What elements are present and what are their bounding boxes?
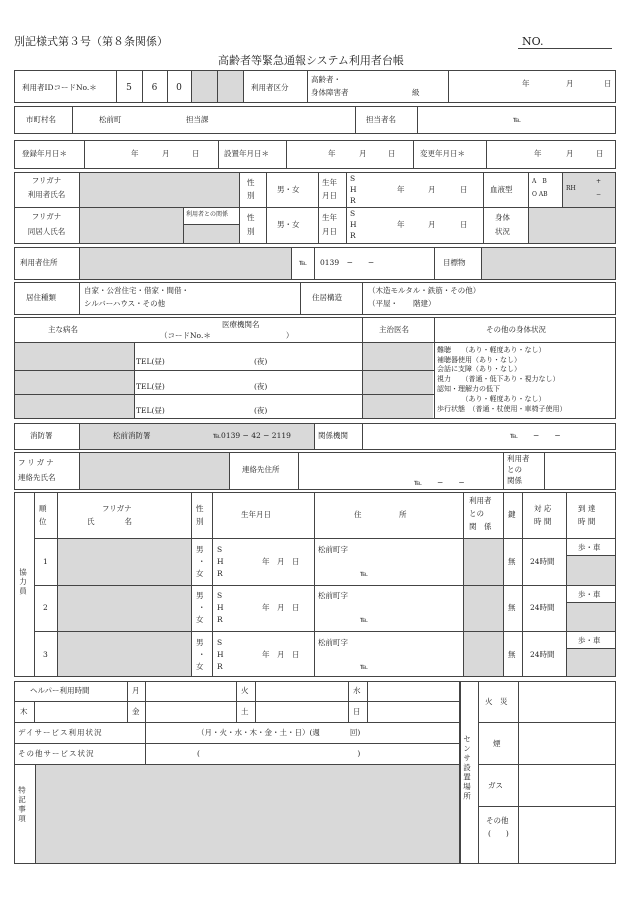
staff-tel: ℡ — [513, 115, 522, 124]
relation-label: 利用者との関係 — [186, 211, 229, 218]
sex-value[interactable]: 男・女 — [277, 220, 300, 229]
month-label: 月 — [566, 149, 574, 158]
sex-label: 性 — [247, 213, 255, 222]
sensors-block — [460, 681, 616, 864]
day-label: 日 — [460, 185, 468, 194]
rh-minus[interactable]: − — [596, 191, 602, 198]
fire-label: 消防署 — [30, 431, 53, 440]
coop-arrival[interactable]: 歩・車 — [578, 636, 601, 645]
category-grade: 級 — [412, 88, 420, 97]
coop-era: S — [217, 545, 223, 554]
coop-key: 無 — [508, 603, 516, 612]
sex-label: 別 — [247, 227, 255, 236]
birth-label: 生年 — [322, 213, 337, 222]
rh-label: RH — [566, 185, 576, 192]
dayservice-label: デイサービス利用状況 — [18, 728, 103, 737]
day-label: 日 — [192, 149, 200, 158]
form-label: 別記様式第３号（第８条関係） — [14, 35, 168, 48]
coop-date: 年 月 日 — [262, 603, 300, 612]
tel-day: TEL(昼) — [136, 382, 165, 391]
era-s: S — [350, 174, 356, 183]
coop-sex[interactable]: ・ — [198, 650, 206, 659]
day-tue: 火 — [241, 686, 249, 695]
other-service-value[interactable]: ( ) — [197, 749, 361, 758]
rh-plus[interactable]: + — [596, 178, 602, 185]
month-label: 月 — [428, 220, 436, 229]
coop-order: 2 — [43, 603, 48, 612]
year-label: 年 — [397, 185, 405, 194]
address-label: 利用者住所 — [20, 258, 58, 267]
coop-era: R — [217, 569, 223, 578]
coop-era: H — [217, 557, 224, 566]
name-header: 氏 名 — [87, 517, 132, 526]
day-sat: 土 — [241, 707, 249, 716]
coop-arrival[interactable]: 歩・車 — [578, 543, 601, 552]
relation-header: 関 係 — [469, 522, 492, 531]
sex-value[interactable]: 男・女 — [277, 185, 300, 194]
response-header: 時 間 — [534, 517, 552, 526]
coop-sex[interactable]: 男 — [196, 545, 204, 554]
institution-code-label: （コードNo.＊ ） — [160, 331, 294, 340]
contact-relation-label: 関係 — [507, 476, 522, 485]
order-header: 順 — [39, 504, 47, 513]
arrival-header: 時 間 — [578, 517, 596, 526]
era-h: H — [350, 220, 357, 229]
coop-order: 3 — [43, 650, 48, 659]
city-label: 市町村名 — [26, 115, 56, 124]
coop-sex[interactable]: ・ — [198, 603, 206, 612]
change-label: 変更年月日＊ — [420, 149, 465, 158]
arrival-header: 到 達 — [578, 504, 596, 513]
other-service-label: その他サービス状況 — [18, 749, 95, 758]
tel-night: (夜) — [254, 357, 268, 366]
coop-tel: ℡ — [360, 569, 369, 578]
coop-time: 24時間 — [530, 650, 555, 659]
address-header: 住 所 — [354, 510, 407, 519]
furigana-header: フリガナ — [102, 504, 132, 513]
coop-tel: ℡ — [360, 662, 369, 671]
condition-item[interactable]: 歩行状態 （普通・杖使用・車椅子使用） — [437, 405, 567, 413]
furigana-label: フリガナ — [31, 212, 62, 221]
condition-item[interactable]: （あり・軽度あり・なし） — [437, 395, 546, 403]
coop-era: R — [217, 615, 223, 624]
dept-label: 担当課 — [186, 115, 209, 124]
coop-arrival[interactable]: 歩・車 — [578, 590, 601, 599]
contact-furigana-label: フリガナ — [18, 458, 56, 467]
contact-tel: ℡ − − — [414, 478, 465, 487]
cooperators-side-label: 協力員 — [18, 568, 28, 597]
sensor-smoke: 煙 — [493, 739, 501, 748]
coop-era: S — [217, 638, 223, 647]
year-label: 年 — [328, 149, 336, 158]
condition-item[interactable]: 難聴 （あり・軽度あり・なし） — [437, 346, 546, 354]
id-digit[interactable]: 6 — [151, 83, 158, 93]
tel-day: TEL(昼) — [136, 357, 165, 366]
coop-address[interactable]: 松前町字 — [318, 545, 348, 554]
coop-sex[interactable]: 男 — [196, 591, 204, 600]
fire-station: 松前消防署 — [113, 431, 151, 440]
contact-address-label: 連絡先住所 — [242, 465, 280, 474]
id-label: 利用者IDコードNo.＊ — [22, 83, 97, 92]
related-label: 関係機関 — [318, 431, 348, 440]
sensor-other-paren[interactable]: ( ) — [488, 829, 509, 838]
birth-header: 生年月日 — [241, 510, 271, 519]
other-condition-label: その他の身体状況 — [486, 325, 546, 334]
notes-label: 特記事項 — [17, 786, 27, 824]
reg-label: 登録年月日＊ — [22, 149, 67, 158]
coop-sex[interactable]: 男 — [196, 638, 204, 647]
coop-sex[interactable]: 女 — [196, 662, 204, 671]
id-digit[interactable]: 5 — [126, 83, 132, 93]
residence-type-options[interactable]: 自家・公営住宅・借家・間借・ — [84, 286, 189, 295]
day-thu: 木 — [20, 707, 28, 716]
residence-type-options[interactable]: シルバーハウス・その他 — [84, 299, 166, 308]
coop-era: H — [217, 603, 224, 612]
blood-label: 血液型 — [490, 185, 513, 194]
year-label: 年 — [522, 79, 530, 88]
month-label: 月 — [162, 149, 170, 158]
tel-night: (夜) — [254, 382, 268, 391]
coop-key: 無 — [508, 650, 516, 659]
coop-sex[interactable]: 女 — [196, 569, 204, 578]
staff-label: 担当者名 — [366, 115, 396, 124]
body-label: 状況 — [495, 227, 510, 236]
cohab-name-label: 同居人氏名 — [27, 227, 66, 236]
birth-label: 月日 — [322, 191, 337, 200]
body-label: 身体 — [495, 213, 510, 222]
furigana-label: フリガナ — [31, 176, 62, 185]
contact-relation-label: との — [507, 465, 522, 474]
row-dates — [14, 140, 616, 169]
coop-era: R — [217, 662, 223, 671]
order-header: 位 — [39, 517, 47, 526]
contact-name-label: 連絡先氏名 — [18, 473, 56, 482]
city-value[interactable]: 松前町 — [99, 115, 122, 124]
coop-tel: ℡ — [360, 615, 369, 624]
relation-header: との — [469, 509, 484, 518]
day-label: 日 — [388, 149, 396, 158]
key-header: 鍵 — [508, 510, 516, 519]
page-title: 高齢者等緊急通報システム利用者台帳 — [218, 54, 404, 67]
relation-header: 利用者 — [469, 496, 492, 505]
coop-time: 24時間 — [530, 603, 555, 612]
coop-time: 24時間 — [530, 557, 555, 566]
related-tel: ℡ − − — [510, 431, 561, 440]
doctor-label: 主治医名 — [379, 325, 409, 334]
category-label: 利用者区分 — [251, 83, 289, 92]
era-h: H — [350, 185, 357, 194]
residence-type-label: 居住種類 — [26, 293, 56, 302]
no-label: NO. — [522, 35, 544, 48]
year-label: 年 — [131, 149, 139, 158]
structure-label: 住居構造 — [312, 293, 342, 302]
day-label: 日 — [596, 149, 604, 158]
sensor-gas: ガス — [488, 781, 503, 790]
address-tel-label: ℡ — [299, 258, 308, 267]
helper-label: ヘルパー利用時間 — [30, 686, 90, 695]
condition-item[interactable]: 補聴器使用（あり・なし） — [437, 356, 521, 364]
structure-options[interactable]: （平屋・ 階建） — [368, 299, 436, 308]
sex-header: 別 — [196, 517, 204, 526]
era-r: R — [350, 231, 356, 240]
coop-order: 1 — [43, 557, 48, 566]
day-sun: 日 — [353, 707, 361, 716]
dayservice-value[interactable]: （月・火・水・木・金・土・日）(週 回) — [197, 728, 361, 737]
condition-item[interactable]: 認知・理解力の低下 — [437, 385, 500, 393]
response-header: 対 応 — [534, 504, 552, 513]
day-wed: 水 — [353, 686, 361, 695]
month-label: 月 — [359, 149, 367, 158]
category-text: 身体障害者 — [311, 88, 349, 97]
blood-option[interactable]: A B — [532, 178, 547, 185]
sex-label: 別 — [247, 191, 255, 200]
condition-item[interactable]: 視力 （普通・低下あり・視力なし） — [437, 375, 560, 383]
day-label: 日 — [604, 79, 612, 88]
sensor-other: その他 — [486, 816, 509, 825]
coop-sex[interactable]: ・ — [198, 557, 206, 566]
contact-relation-label: 利用者 — [507, 454, 530, 463]
institution-label: 医療機関名 — [222, 320, 260, 329]
day-label: 日 — [460, 220, 468, 229]
day-mon: 月 — [132, 686, 140, 695]
coop-sex[interactable]: 女 — [196, 615, 204, 624]
structure-options[interactable]: （木造モルタル・鉄筋・その他） — [368, 286, 481, 295]
month-label: 月 — [566, 79, 574, 88]
no-underline — [518, 48, 612, 49]
sensors-side-label: センサ設置場所 — [462, 735, 472, 802]
landmark-label: 目標物 — [443, 258, 466, 267]
tel-night: (夜) — [254, 406, 268, 415]
era-s: S — [350, 209, 356, 218]
condition-item[interactable]: 会話に支障（あり・なし） — [437, 365, 521, 373]
coop-address[interactable]: 松前町字 — [318, 638, 348, 647]
month-label: 月 — [428, 185, 436, 194]
install-label: 設置年月日＊ — [224, 149, 269, 158]
sex-header: 性 — [196, 504, 204, 513]
address-tel-value[interactable]: 0139 − − — [320, 258, 375, 267]
birth-label: 月日 — [322, 227, 337, 236]
disease-label: 主な病名 — [48, 325, 78, 334]
blood-option[interactable]: O AB — [532, 191, 548, 198]
year-label: 年 — [397, 220, 405, 229]
user-name-label: 利用者氏名 — [27, 190, 66, 199]
category-text: 高齢者・ — [311, 75, 341, 84]
coop-address[interactable]: 松前町字 — [318, 591, 348, 600]
tel-day: TEL(昼) — [136, 406, 165, 415]
sensor-fire: 火 災 — [485, 697, 508, 706]
coop-key: 無 — [508, 557, 516, 566]
birth-label: 生年 — [322, 178, 337, 187]
coop-era: H — [217, 650, 224, 659]
coop-date: 年 月 日 — [262, 557, 300, 566]
fire-tel: ℡0139 − 42 − 2119 — [213, 431, 291, 440]
id-digit[interactable]: 0 — [176, 83, 182, 93]
sex-label: 性 — [247, 178, 255, 187]
coop-era: S — [217, 591, 223, 600]
era-r: R — [350, 196, 356, 205]
year-label: 年 — [534, 149, 542, 158]
day-fri: 金 — [132, 707, 140, 716]
coop-date: 年 月 日 — [262, 650, 300, 659]
